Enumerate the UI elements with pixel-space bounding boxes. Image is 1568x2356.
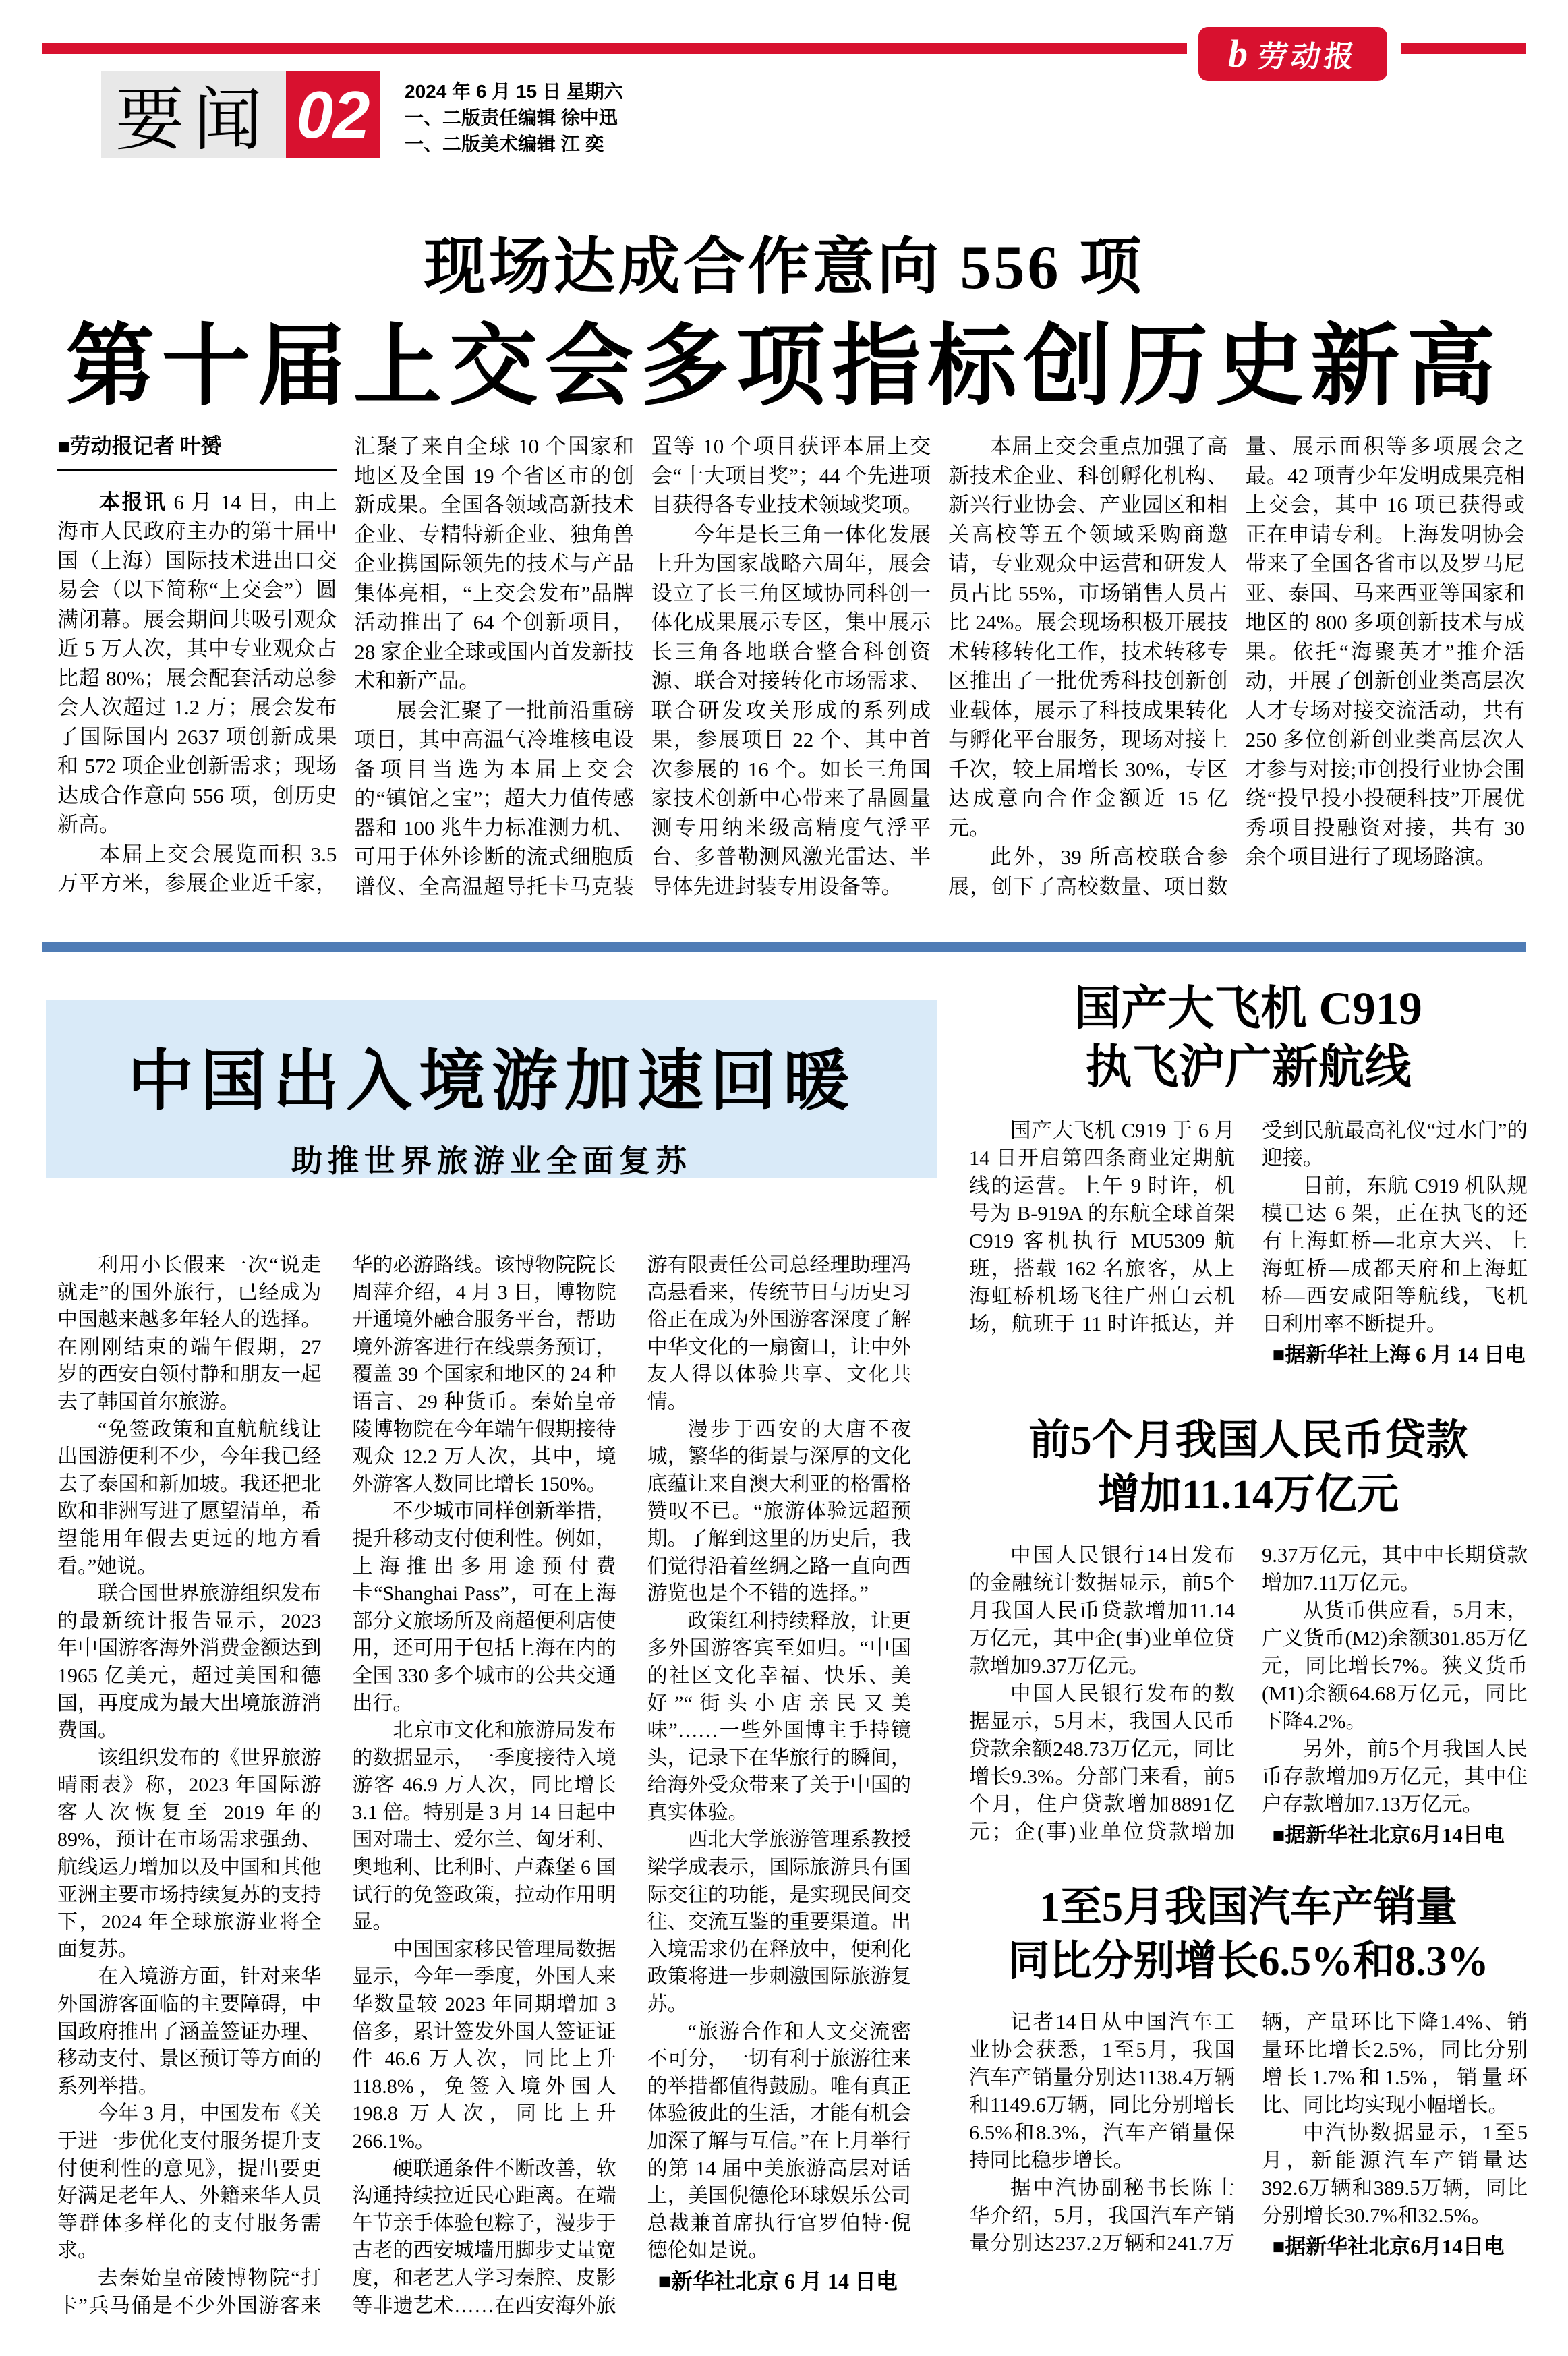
article-auto-sales [969,1880,1528,2260]
paragraph: 本届上交会展览面积 3.5 万平方米，参展企业近千家，汇聚了来自全球 10 个国家和地区及全国 19 个省区市的创新成果。全国各领域高新技术企业、专精特新企业、独角兽企业携国际领先的技术与产品集体亮相，“上交会发布”品牌活动推出了 64 个创新项目，28 家企业全球或国内首发新技术和新产品。 [57,434,634,895]
edition-editor-line2: 一、二版美术编辑 江 奕 [405,134,604,154]
loans-body [969,1542,1528,1849]
c919-headline-line1: 国产大飞机 C919 [1074,983,1422,1034]
lead-article-headline: 第十届上交会多项指标创历史新高 [65,317,1503,416]
news-agency-credit: ■据新华社北京6月14日电 [1272,2235,1505,2258]
lead-article-body [57,432,1525,901]
masthead-rule-left [42,43,1187,54]
loans-headline [969,1414,1528,1522]
paragraph: 中汽协数据显示，1至5月，新能源汽车产销量达392.6万辆和389.5万辆，同比分别增长30.7%和32.5%。 [1262,2121,1528,2227]
paragraph: 记者14日从中国汽车工业协会获悉，1至5月，我国汽车产销量分别达1138.4万辆和1149.6万辆，同比分别增长6.5%和8.3%，汽车产销量保持同比稳步增长。 [969,2011,1235,2172]
travel-article-subtitle: 助推世界旅游业全面复苏 [291,1144,692,1178]
autos-body [969,2009,1528,2260]
article-c919 [969,979,1528,1369]
paragraph: “旅游合作和人文交流密不可分，一切有利于旅游往来的举措都值得鼓励。唯有真正体验彼此的生活，才能有机会加深了解与互信。”在上月举行的第 14 届中美旅游高层对话上，美国倪德伦环球娱乐公司总裁兼首席执行官罗伯特·倪德伦如是说。 [647,2020,911,2262]
paragraph: 据中汽协副秘书长陈士华介绍，5月，我国汽车产销量分别达237.2万辆和241.7万辆，产量环比下降1.4%、销量环比增长2.5%，同比分别增长1.7%和1.5%，销量环比、同比均实现小幅增长。 [969,2011,1528,2255]
paragraph: 联合国世界旅游组织发布的最新统计报告显示，2023 年中国游客海外消费金额达到 1965 亿美元，超过美国和德国，再度成为最大出境旅游消费国。 [57,1582,322,1742]
news-agency-credit: ■据新华社北京6月14日电 [1272,1823,1505,1847]
masthead-rule-right [1401,43,1526,54]
paragraph: 目前，东航 C919 机队规模已达 6 架，正在执飞的还有上海虹桥—北京大兴、上海虹桥—成都天府和上海虹桥—西安咸阳等航线，飞机日利用率不断提升。 [1262,1174,1528,1335]
paragraph: 中国国家移民管理局数据显示，今年一季度，外国人来华数量较 2023 年同期增加 3 倍多，累计签发外国人签证证件 46.6 万人次，同比上升 118.8%，免签入境外国人 198.8 万人次，同比上升 266.1%。 [352,1938,616,2152]
loans-headline-line1: 前5个月我国人民币贷款 [1028,1418,1468,1464]
travel-article-headline: 中国出入境游加速回暖 [127,1045,856,1118]
paragraph: 西北大学旅游管理系教授梁学成表示，国际旅游具有国际交往的功能，是实现民间交往、交流互鉴的重要渠道。出入境需求仍在释放中，便利化政策将进一步刺激国际旅游复苏。 [647,1829,911,2016]
news-agency-credit: ■据新华社上海 6 月 14 日电 [1272,1343,1526,1367]
paragraph: 该组织发布的《世界旅游晴雨表》称，2023 年国际游客人次恢复至 2019 年的 89%，预计在市场需求强劲、航线运力增加以及中国和其他亚洲主要市场持续复苏的支持下，2024 年全球旅游业将全面复苏。 [57,1746,322,1961]
paragraph: 中国人民银行发布的数据显示，5月末，我国人民币贷款余额248.73万亿元，同比增长9.3%。分部门来看，前5个月，住户贷款增加8891亿元；企(事)业单位贷款增加9.37万亿元，其中中长期贷款增加7.11万亿元。 [969,1544,1528,1843]
b-logo-icon: b [1228,32,1248,76]
edition-date: 2024 年 6 月 15 日 星期六 [405,81,623,102]
edition-editor-line1: 一、二版责任编辑 徐中迅 [405,107,618,128]
page-number: 02 [286,71,380,158]
paragraph: 展会汇聚了一批前沿重磅项目，其中高温气冷堆核电设备项目当选为本届上交会的“镇馆之宝”；超大力值传感器和 100 兆牛力标准测力机、可用于体外诊断的流式细胞质谱仪、全高温超导托卡马克装置等 10 个项目获评本届上交会“十大项目奖”；44 个先进项目获得各专业技术领域奖项。 [354,434,931,898]
c919-headline-line2: 执飞沪广新航线 [1085,1041,1412,1093]
c919-body [969,1117,1528,1369]
paragraph: 国产大飞机 C919 于 6 月 14 日开启第四条商业定期航线的运营。上午 9 时许，机号为 B-919A 的东航全球首架 C919 客机执行 MU5309 航班，搭载 162 名旅客，从上海虹桥机场飞往广州白云机场，航班于 11 时许抵达，并受到民航最高礼仪“过水门”的迎接。 [969,1119,1528,1335]
paragraph: 硬联通条件不断改善，软沟通持续拉近民心距离。在端午节亲手体验包粽子，漫步于古老的西安城墙用脚步丈量宽度，和老艺人学习秦腔、皮影等非遗艺术……在西安海外旅游有限责任公司总经理助理冯高悬看来，传统节日与历史习俗正在成为外国游客深度了解中华文化的一扇窗口，让中外友人得以体验共享、文化共情。 [352,1254,911,2317]
paragraph: 不少城市同样创新举措，提升移动支付便利性。例如，上海推出多用途预付费卡“Shanghai Pass”，可在上海部分文旅场所及商超便利店使用，还可用于包括上海在内的全国 330 多个城市的公共交通出行。 [352,1500,616,1715]
travel-article-header [46,1000,937,1178]
paragraph: 今年 3 月，中国发布《关于进一步优化支付服务提升支付便利性的意见》，提出要更好满足老年人、外籍来华人员等群体多样化的支付服务需求。 [57,2102,322,2262]
news-agency-credit: ■新华社北京 6 月 14 日电 [658,2268,898,2293]
paragraph: 漫步于西安的大唐不夜城，繁华的街景与深厚的文化底蕴让来自澳大利亚的格雷格赞叹不已。“旅游体验远超预期。了解到这里的历史后，我们觉得沿着丝绸之路一直向西游览也是个不错的选择。” [647,1418,911,1605]
masthead-title: 劳动报 [1255,40,1360,74]
edition-info [405,78,623,157]
paragraph: 去秦始皇帝陵博物院“打卡”兵马俑是不少外国游客来华的必游路线。该博物院院长周萍介绍，4 月 3 日，博物院开通境外融合服务平台，帮助境外游客进行在线票务预订，覆盖 39 个国家和地区的 24 种语言、29 种货币。秦始皇帝陵博物院在今年端午假期接待观众 12.2 万人次，其中，境外游客人数同比增长 150%。 [57,1254,616,2317]
paragraph: 从货币供应看，5月末，广义货币(M2)余额301.85万亿元，同比增长7%。狭义货币(M1)余额64.68万亿元，同比下降4.2%。 [1262,1599,1528,1733]
laodongbao-logo [1198,27,1387,81]
paragraph: 北京市文化和旅游局发布的数据显示，一季度接待入境游客 46.9 万人次，同比增长 3.1 倍。特别是 3 月 14 日起中国对瑞士、爱尔兰、匈牙利、奥地利、比利时、卢森堡 6 国试行的免签政策，拉动作用明显。 [352,1719,616,1934]
paragraph: 在入境游方面，针对来华外国游客面临的主要障碍，中国政府推出了涵盖签证办理、移动支付、景区预订等方面的系列举措。 [57,1965,322,2098]
c919-headline [969,979,1528,1097]
autos-headline [969,1880,1528,1988]
paragraph: 本届上交会重点加强了高新技术企业、科创孵化机构、新兴行业协会、产业园区和相关高校等五个领域采购商邀请，专业观众中运营和研发人员占比 55%，市场销售人员占比 24%。展会现场积极开展技术转移转化工作，技术转移专区推出了一批优秀科技创新创业载体，展示了科技成果转化与孵化平台服务，现场对接上千次，较上届增长 30%，专区达成意向合作金额近 15 亿元。 [948,434,1228,840]
paragraph: 中国人民银行14日发布的金融统计数据显示，前5个月我国人民币贷款增加11.14万亿元，其中企(事)业单位贷款增加9.37万亿元。 [969,1544,1235,1677]
autos-headline-line2: 同比分别增长6.5%和8.3% [1008,1938,1489,1984]
section-label: 要闻 [101,71,286,158]
paragraph: 另外，前5个月我国人民币存款增加9万亿元，其中住户存款增加7.13万亿元。 [1262,1737,1528,1816]
paragraph-text: 6 月 14 日，由上海市人民政府主办的第十届中国（上海）国际技术进出口交易会（以下简称“上交会”）圆满闭幕。展会期间共吸引观众近 5 万人次，其中专业观众占比超 80%；展会配套活动总参会人次超过 1.2 万；展会发布了国际国内 2637 项创新成果和 572 项企业创新需求；现场达成合作意向 556 项，创历史新高。 [57,490,337,836]
lead-article-kicker: 现场达成合作意向 556 项 [424,233,1144,301]
loans-headline-line2: 增加11.14万亿元 [1097,1472,1399,1518]
autos-headline-line1: 1至5月我国汽车产销量 [1039,1885,1457,1930]
paragraph: “免签政策和直航航线让出国游便利不少，今年我已经去了泰国和新加坡。我还把北欧和非洲写进了愿望清单，希望能用年假去更远的地方看看。”她说。 [57,1418,322,1578]
article-rmb-loans [969,1414,1528,1849]
paragraph: 政策红利持续释放，让更多外国游客宾至如归。“中国的社区文化幸福、快乐、美好”“街头小店亲民又美味”……一些外国博主手持镜头，记录下在华旅行的瞬间，给海外受众带来了关于中国的真实体验。 [647,1609,911,1824]
paragraph [57,488,337,840]
paragraph: 此外，39 所高校联合参展，创下了高校数量、项目数量、展示面积等多项展会之最。42 项青少年发明成果亮相上交会，其中 16 项已获得或正在申请专利。上海发明协会带来了全国各省市以及罗马尼亚、泰国、马来西亚等国家和地区的 800 多项创新技术与成果。依托“海聚英才”推介活动，开展了创新创业类高层次人才专场对接交流活动，共有 250 多位创新创业类高层次人才参与对接;市创投行业协会围绕“投早投小投硬科技”开展优秀项目投融资对接，共有 30 余个项目进行了现场路演。 [948,434,1525,898]
section-divider [42,942,1526,952]
paragraph: 利用小长假来一次“说走就走”的国外旅行，已经成为中国越来越多年轻人的选择。在刚刚结束的端午假期，27 岁的西安白领付静和朋友一起去了韩国首尔旅游。 [57,1254,322,1413]
lede-label: 本报讯 [99,490,167,514]
travel-article-body [57,1252,911,2320]
lead-article-byline: ■劳动报记者 叶赟 [57,432,337,471]
paragraph: 今年是长三角一体化发展上升为国家战略六周年，展会设立了长三角区域协同科创一体化成果展示专区，集中展示长三角各地联合整合科创资源、联合对接转化市场需求、联合研发攻关形成的系列成果，参展项目 22 个、其中首次参展的 16 个。如长三角国家技术创新中心带来了晶圆量测专用纳米级高精度气浮平台、多普勒测风激光雷达、半导体先进封装专用设备等。 [651,522,931,898]
